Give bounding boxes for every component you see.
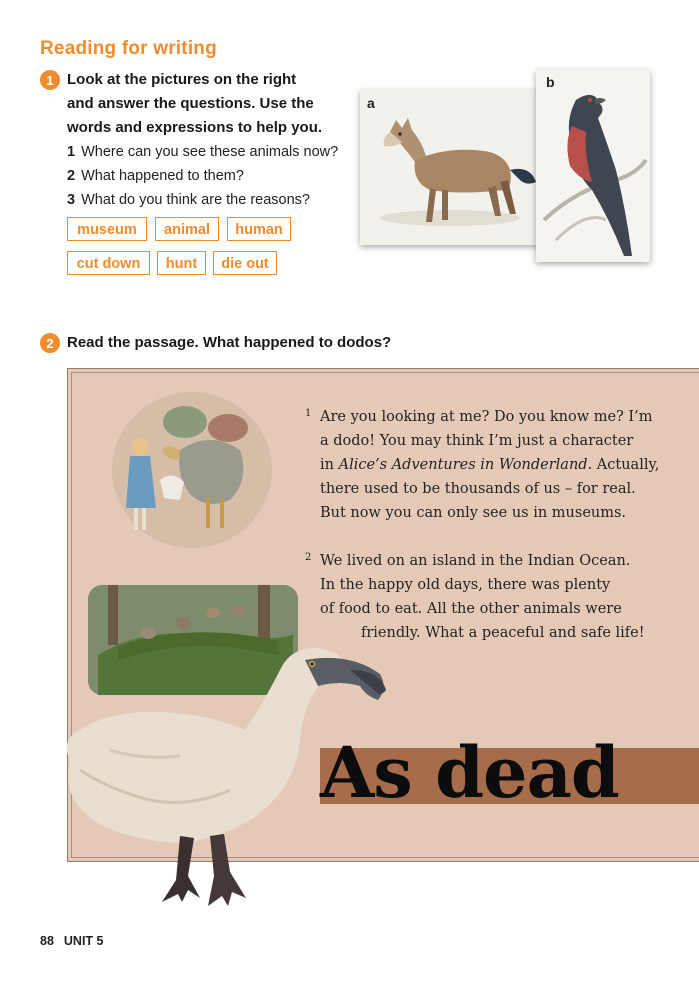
question-item: 2 What happened to them?	[67, 168, 244, 184]
question-item: 1 Where can you see these animals now?	[67, 144, 339, 160]
paragraph-line: of food to eat. All the other animals were	[320, 601, 622, 617]
paragraph-line: We lived on an island in the Indian Ocean.	[320, 553, 631, 569]
word-box-animal: animal	[155, 217, 219, 241]
activity-1-badge: 1	[40, 70, 60, 90]
paragraph-line: In the happy old days, there was plenty	[320, 577, 611, 593]
page-footer	[40, 934, 104, 948]
paragraph-line: Are you looking at me? Do you know me? I’m	[320, 409, 653, 425]
paragraph-line: But now you can only see us in museums.	[320, 505, 627, 521]
alice-illustration	[110, 390, 275, 550]
activity-2-badge: 2	[40, 333, 60, 353]
headline-as-dead: As dead	[320, 731, 619, 814]
word-box-hunt: hunt	[157, 251, 206, 275]
photo-a-wolf	[360, 90, 540, 245]
activity-2-instruction: Read the passage. What happened to dodos?	[67, 334, 392, 351]
photo-b-pigeon	[536, 70, 650, 262]
paragraph-line: friendly. What a peaceful and safe life!	[361, 625, 645, 641]
unit-label: UNIT 5	[63, 934, 104, 948]
question-list	[67, 140, 338, 212]
page-number: 88	[40, 934, 54, 948]
instruction-line: words and expressions to help you.	[67, 119, 323, 136]
word-box-cut-down: cut down	[67, 251, 150, 275]
paragraph-2	[320, 549, 690, 645]
dodo-photo	[50, 640, 390, 920]
paragraph-1-number: 1	[305, 408, 312, 419]
wolf-illustration	[360, 90, 540, 245]
instruction-line: Look at the pictures on the right	[67, 71, 297, 88]
instruction-line: and answer the questions. Use the	[67, 95, 314, 112]
word-box-museum: museum	[67, 217, 147, 241]
book-title: Alice’s Adventures in Wonderland	[338, 457, 588, 473]
paragraph-line: there used to be thousands of us – for real.	[320, 481, 636, 497]
question-item: 3 What do you think are the reasons?	[67, 192, 310, 208]
section-title: Reading for writing	[40, 38, 217, 59]
paragraph-2-number: 2	[305, 552, 312, 563]
paragraph-line: in Alice’s Adventures in Wonderland. Actually,	[320, 457, 660, 473]
pigeon-illustration	[536, 70, 650, 262]
paragraph-line: a dodo! You may think I’m just a character	[320, 433, 634, 449]
word-box-die-out: die out	[213, 251, 277, 275]
activity-1-instruction	[67, 68, 322, 140]
photo-b-label: b	[546, 74, 555, 90]
photo-a-label: a	[367, 95, 375, 111]
word-box-human: human	[227, 217, 291, 241]
paragraph-1	[320, 405, 690, 525]
